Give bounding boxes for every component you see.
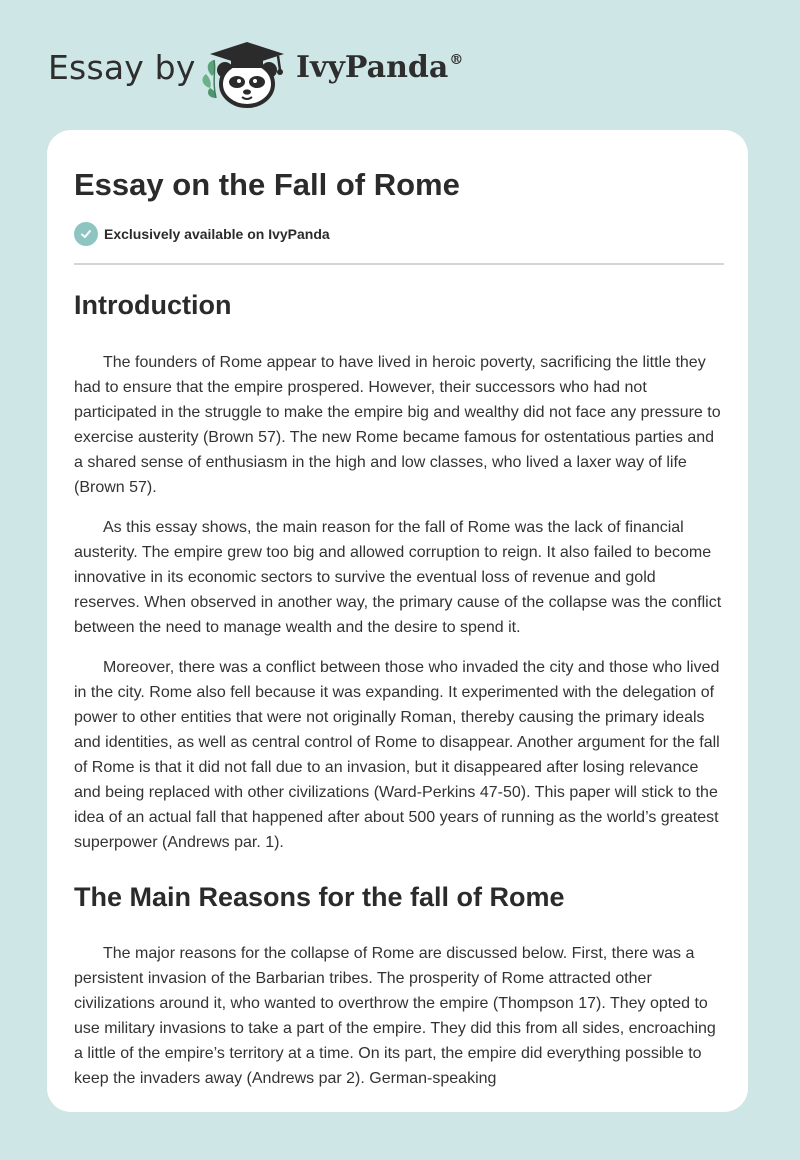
essay-content xyxy=(74,160,724,1091)
page-title: Essay on the Fall of Rome xyxy=(74,167,460,202)
paragraph: As this essay shows, the main reason for the fall of Rome was the lack of financial austerity. The empire grew too big and allowed corruption to reign. It also failed to become innovative in its economic sectors to survive the eventual loss of revenue and gold reserves. When observed in another way, the primary cause of the collapse was the conflict between the need to manage wealth and the desire to spend it. xyxy=(74,518,722,636)
paragraph: Moreover, there was a conflict between those who invaded the city and those who lived in the city. Rome also fell because it was expanding. It experimented with the delegation of power to other entities that were not originally Roman, thereby causing the primary ideals and identities, as well as central control of Rome to disappear. Another argument for the fall of Rome is that it did not fall due to an invasion, but it disappeared after losing relevance and being replaced with other civilizations (Ward-Perkins 47-50). This paper will stick to the idea of an actual fall that happened after about 500 years of running as the world’s greatest superpower (Andrews par. 1). xyxy=(74,658,720,851)
exclusive-badge xyxy=(74,221,724,247)
panda-mascot-icon xyxy=(198,36,294,108)
section-heading-introduction: Introduction xyxy=(74,290,232,321)
ivypanda-logo[interactable] xyxy=(198,36,294,108)
section-heading-main-reasons: The Main Reasons for the fall of Rome xyxy=(74,881,565,912)
brand-name[interactable] xyxy=(296,50,463,85)
paragraph: The founders of Rome appear to have lived in heroic poverty, sacrificing the little they had to ensure that the empire prospered. However, their successors who had not participated in the struggle to make the empire big and wealthy did not face any pressure to exercise austerity (Brown 57). The new Rome became famous for ostentatious parties and a shared sense of enthusiasm in the high and low classes, who lived a laxer way of life (Brown 57). xyxy=(74,353,721,496)
site-header xyxy=(0,0,800,130)
brand-name-text: IvyPanda xyxy=(296,50,449,85)
exclusive-label: Exclusively available on IvyPanda xyxy=(104,226,330,243)
paragraph: The major reasons for the collapse of Rome are discussed below. First, there was a persistent invasion of the Barbarian tribes. The prosperity of Rome attracted other civilizations around it, who wanted to overthrow the empire (Thompson 17). They opted to use military invasions to take a part of the empire. They did this from all sides, encroaching a little of the empire’s territory at a time. On its part, the empire did everything possible to keep the invaders away (Andrews par 2). German-speaking xyxy=(74,944,716,1087)
check-circle-icon xyxy=(74,222,98,246)
essay-card xyxy=(47,130,748,1112)
registered-mark: ® xyxy=(449,52,464,68)
divider xyxy=(74,263,724,265)
essay-by-label: Essay by xyxy=(48,48,196,87)
